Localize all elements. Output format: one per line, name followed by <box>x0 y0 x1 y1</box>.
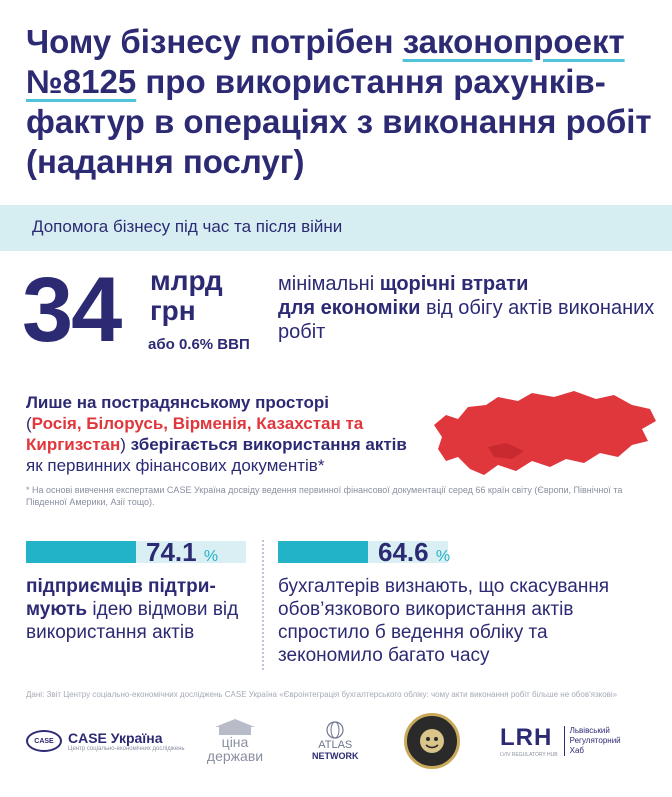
case-ukraine-logo <box>26 710 185 772</box>
loss-gdp-share: або 0.6% ВВП <box>148 336 250 353</box>
page-title <box>26 22 656 182</box>
right-stat-text: бухгалтерів визнають, що скасування обов’язкового використання актів спростило б ведення обліку та зекономило багато часу <box>278 576 610 666</box>
right-percent <box>378 537 450 568</box>
title-part1: Чому бізнесу потрібен <box>26 23 403 60</box>
left-stat-text <box>26 575 251 644</box>
title-bill-number: №8125 <box>26 63 137 100</box>
post-soviet-map <box>428 385 660 480</box>
footnote: * На основі вивчення експертами CASE Україна досвіду ведення первинної фінансової документації серед 66 країн світу (Європи, Північної та Південної Америки, Азії тощо). <box>26 485 623 507</box>
building-icon <box>205 719 265 735</box>
seal-logo <box>404 710 460 772</box>
atlas-line1: ATLAS <box>318 739 353 751</box>
left-percent-symbol: % <box>203 548 219 565</box>
loss-desc-post: від обігу актів виконаних робіт <box>278 297 655 343</box>
cina-line1: ціна <box>221 734 249 750</box>
globe-icon <box>322 721 348 739</box>
lrh-side1: Львівський <box>569 726 610 735</box>
cina-derzhavy-logo <box>205 710 265 772</box>
paren-open: ( <box>26 414 32 433</box>
loss-description <box>278 272 658 344</box>
atlas-line2: NETWORK <box>312 751 359 761</box>
loss-desc-bold2: для економіки <box>278 297 421 319</box>
countries-list: Росія, Білорусь, Вірменія, Казахстан та Киргизстан <box>26 414 364 454</box>
case-mark: CASE <box>26 730 62 752</box>
map-shape <box>434 391 656 475</box>
left-stat-bold: підприємців підтри-мують <box>26 576 216 620</box>
title-part2: про використання рахунків-фактур в операціях з виконання робіт (надання послуг) <box>26 63 652 180</box>
left-percent-value: 74.1 <box>146 537 197 567</box>
paren-close: ) <box>120 435 126 454</box>
partner-logos <box>0 710 672 780</box>
case-sub: Центр соціально-економічних досліджень <box>68 746 185 752</box>
loss-number: 34 <box>22 259 121 361</box>
loss-unit-line1: млрд <box>150 265 223 296</box>
loss-desc-bold1: щорічні втрати <box>379 273 529 295</box>
cina-line2: держави <box>206 748 264 764</box>
face-icon <box>417 726 447 756</box>
right-percent-value: 64.6 <box>378 537 429 567</box>
source-note: Дані: Звіт Центру соціально-економічних досліджень CASE Україна «Євроінтеграція бухгалтерського обліку: чому акти виконання робіт більше не обов'язкові» <box>26 690 618 699</box>
case-name: CASE Україна <box>68 730 163 746</box>
subtitle-band <box>0 205 672 251</box>
subtitle-text: Допомога бізнесу під час та після війни <box>32 217 343 236</box>
left-percent <box>146 537 218 568</box>
loss-unit <box>150 266 223 326</box>
post-soviet-bold1: Лише на пострадянському просторі <box>26 393 329 412</box>
post-soviet-bold2: зберігається використання актів <box>125 435 407 454</box>
post-soviet-text <box>26 392 426 476</box>
lrh-side3: Хаб <box>569 746 584 755</box>
lrh-mark: LRH <box>500 724 553 751</box>
lrh-small: LVIV REGULATORY HUB <box>500 752 558 758</box>
right-percent-symbol: % <box>435 548 451 565</box>
left-bar-fill <box>26 541 136 563</box>
lrh-logo <box>500 710 621 772</box>
seal-emblem-icon <box>404 713 460 769</box>
column-divider <box>262 540 264 670</box>
right-bar-fill <box>278 541 368 563</box>
loss-unit-line2: грн <box>150 295 196 326</box>
loss-desc-pre: мінімальні <box>278 273 380 295</box>
lrh-side-text <box>564 726 621 756</box>
title-bill-word: законопроект <box>402 23 625 60</box>
post-soviet-rest: як первинних фінансових документів* <box>26 456 325 475</box>
atlas-network-logo <box>312 710 359 772</box>
lrh-side2: Регуляторний <box>569 736 621 745</box>
left-stat-rest: ідею відмови від використання актів <box>26 599 239 643</box>
